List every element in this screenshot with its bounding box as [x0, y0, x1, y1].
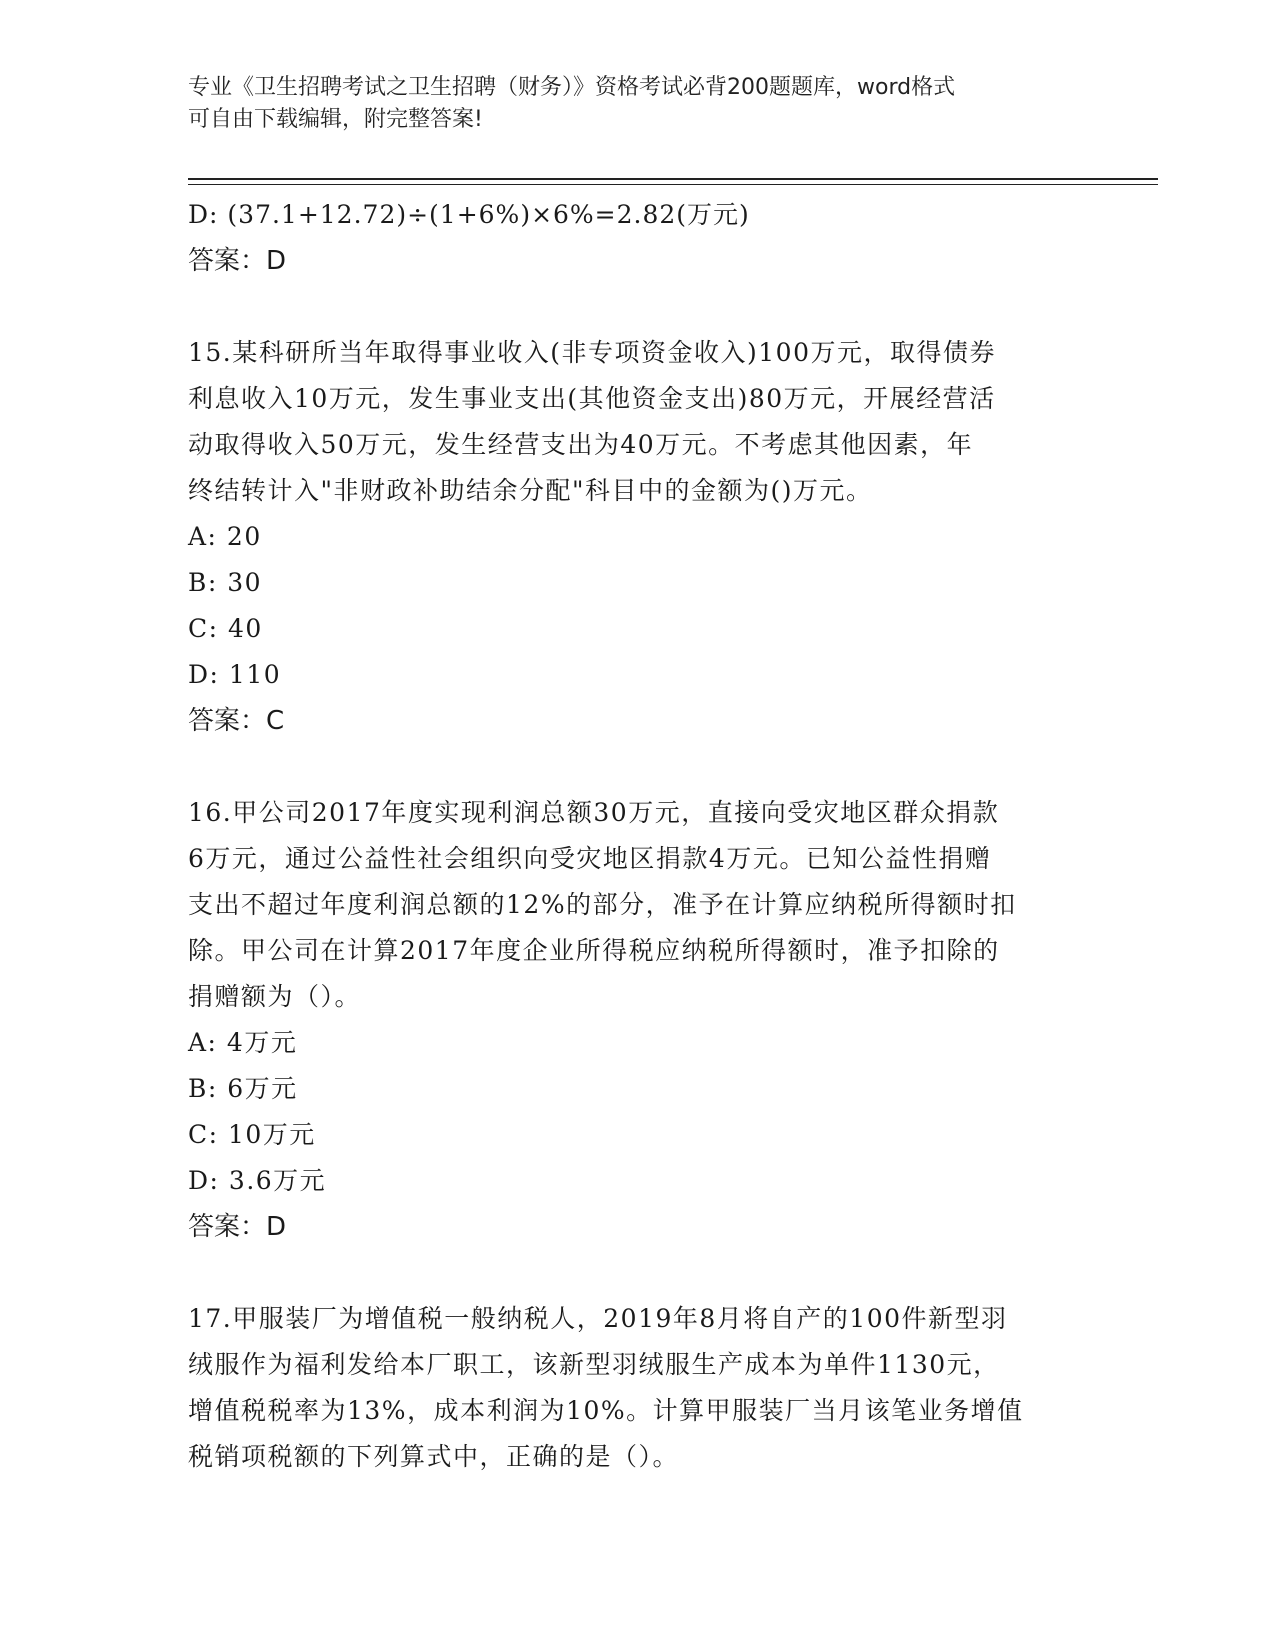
option-d: D: 110 — [188, 660, 282, 689]
question-text-line: 绒服作为福利发给本厂职工，该新型羽绒服生产成本为单件1130元， — [188, 1350, 1000, 1379]
header-line-1: 专业《卫生招聘考试之卫生招聘（财务）》资格考试必背200题题库，word格式 — [188, 75, 956, 100]
spacer — [188, 1250, 1088, 1296]
question-text-line: 16.甲公司2017年度实现利润总额30万元，直接向受灾地区群众捐款 — [188, 798, 1000, 827]
question-text-line: 捐赠额为（）。 — [188, 982, 362, 1011]
question-text-line: 利息收入10万元，发生事业支出(其他资金支出)80万元，开展经营活 — [188, 384, 996, 413]
question-content — [188, 192, 1088, 1480]
option-a: A: 4万元 — [188, 1028, 298, 1057]
question-text-line: 6万元，通过公益性社会组织向受灾地区捐款4万元。已知公益性捐赠 — [188, 844, 992, 873]
question-text-line: 动取得收入50万元，发生经营支出为40万元。不考虑其他因素，年 — [188, 430, 974, 459]
spacer — [188, 744, 1088, 790]
answer-line: 答案：D — [188, 1212, 287, 1242]
answer-line: 答案：D — [188, 246, 287, 276]
question-text-line: 除。甲公司在计算2017年度企业所得税应纳税所得额时，准予扣除的 — [188, 936, 1000, 965]
option-b: B: 30 — [188, 568, 263, 597]
option-b: B: 6万元 — [188, 1074, 298, 1103]
page-header — [188, 72, 1088, 136]
answer-line: 答案：C — [188, 706, 285, 736]
option-d: D: (37.1+12.72)÷(1+6%)×6%=2.82(万元) — [188, 200, 750, 229]
question-17 — [188, 1296, 1088, 1480]
question-15 — [188, 330, 1088, 744]
question-text-line: 15.某科研所当年取得事业收入(非专项资金收入)100万元，取得债券 — [188, 338, 996, 367]
header-rule-thin — [188, 184, 1158, 185]
option-c: C: 10万元 — [188, 1120, 316, 1149]
question-text-line: 支出不超过年度利润总额的12%的部分，准予在计算应纳税所得额时扣 — [188, 890, 1017, 919]
question-text-line: 17.甲服装厂为增值税一般纳税人，2019年8月将自产的100件新型羽 — [188, 1304, 1008, 1333]
option-c: C: 40 — [188, 614, 263, 643]
header-rule-thick — [188, 178, 1158, 180]
option-d: D: 3.6万元 — [188, 1166, 327, 1195]
question-text-line: 增值税税率为13%，成本利润为10%。计算甲服装厂当月该笔业务增值 — [188, 1396, 1024, 1425]
option-a: A: 20 — [188, 522, 262, 551]
question-text-line: 税销项税额的下列算式中，正确的是（）。 — [188, 1442, 680, 1471]
question-16 — [188, 790, 1088, 1250]
question-text-line: 终结转计入"非财政补助结余分配"科目中的金额为()万元。 — [188, 476, 873, 505]
previous-question-tail — [188, 192, 1088, 284]
spacer — [188, 284, 1088, 330]
header-line-2: 可自由下载编辑，附完整答案! — [188, 107, 483, 132]
